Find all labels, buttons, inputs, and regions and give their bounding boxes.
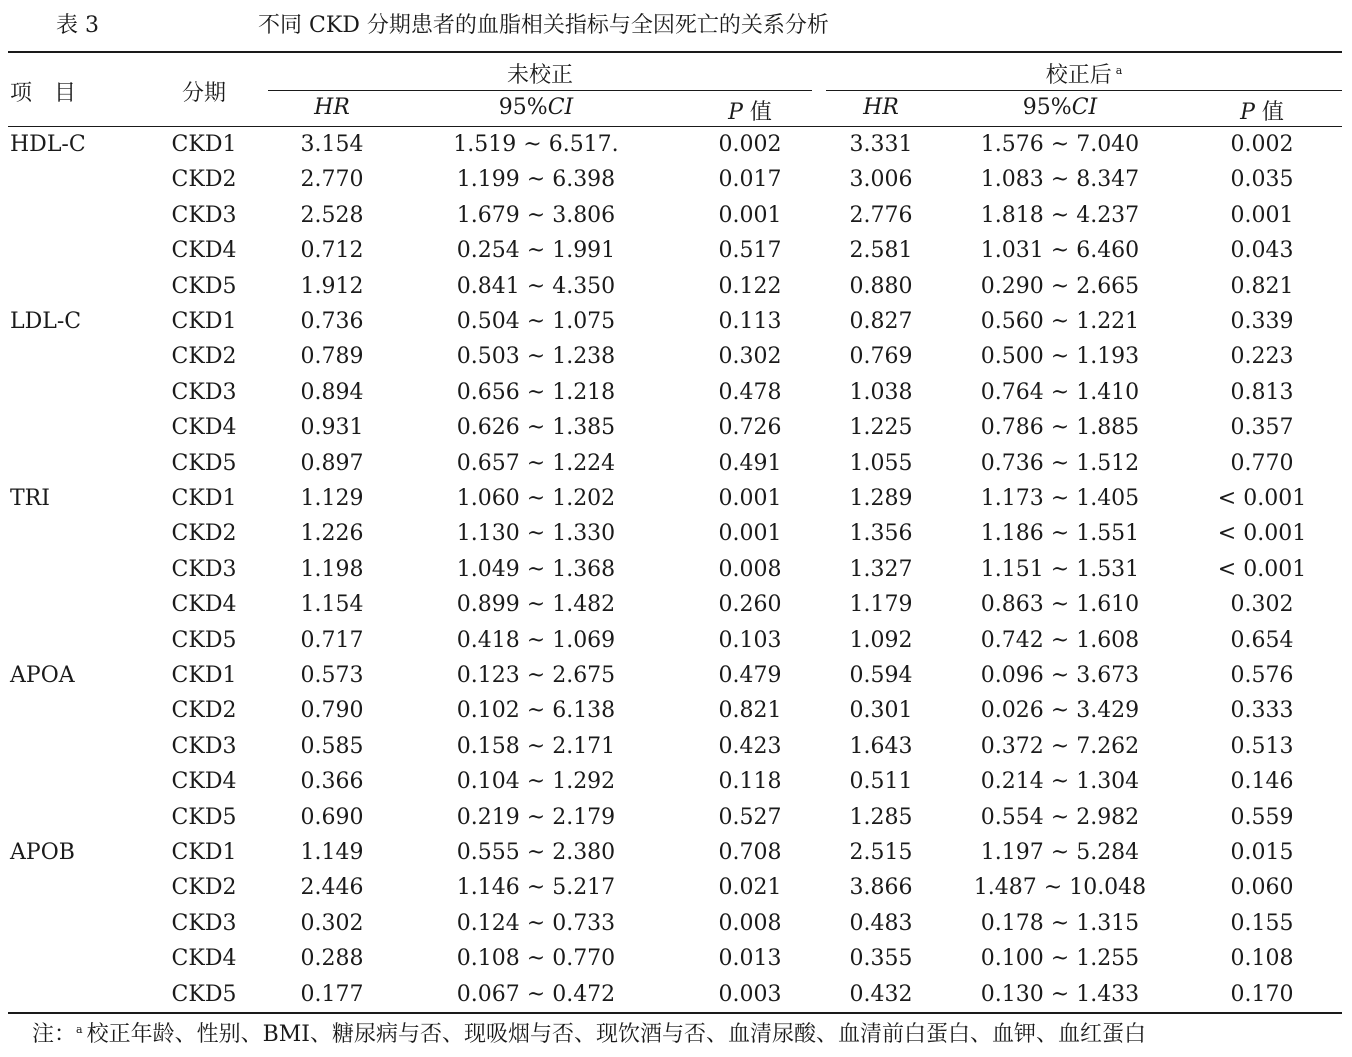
cell-p-adjusted: 0.821 [1230,273,1294,299]
cell-stage: CKD5 [171,627,237,653]
header-ci-prefix: 95% [1022,95,1072,120]
cell-ci-adjusted: 1.031 ~ 6.460 [980,238,1140,264]
cell-ci-unadjusted: 0.656 ~ 1.218 [456,379,616,405]
cell-ci-adjusted: 1.151 ~ 1.531 [980,556,1140,582]
header-ci-unadjusted [436,95,636,120]
cell-stage: CKD1 [171,840,237,865]
cell-ci-unadjusted: 0.504 ~ 1.075 [456,309,616,334]
cell-ci-unadjusted: 1.060 ~ 1.202 [456,486,616,511]
cell-p-unadjusted: 0.821 [718,698,782,724]
cell-stage: CKD1 [171,309,237,334]
cell-hr-adjusted: 0.827 [849,309,913,334]
cell-ci-adjusted: 0.372 ~ 7.262 [980,733,1140,759]
cell-hr-unadjusted: 1.198 [300,556,364,582]
cell-p-adjusted: 0.001 [1230,202,1294,228]
cell-p-unadjusted: 0.013 [718,946,782,972]
cell-ci-adjusted: 0.742 ~ 1.608 [980,627,1140,653]
cell-stage: CKD1 [171,486,237,511]
header-group-unadjusted: 未校正 [506,63,573,88]
cell-p-adjusted: 0.170 [1230,981,1294,1007]
cell-ci-unadjusted: 0.899 ~ 1.482 [456,592,616,618]
cell-p-adjusted: 0.146 [1230,769,1294,795]
cell-p-unadjusted: 0.113 [718,309,782,334]
cell-p-adjusted: 0.060 [1230,875,1294,901]
cell-p-adjusted: 0.339 [1230,309,1294,334]
cell-ci-unadjusted: 0.067 ~ 0.472 [456,981,616,1007]
cell-hr-adjusted: 1.038 [849,379,913,405]
cell-p-unadjusted: 0.517 [718,238,782,264]
cell-hr-adjusted: 2.776 [849,202,913,228]
cell-stage: CKD2 [171,167,237,193]
cell-item [10,587,150,622]
cell-ci-unadjusted: 0.108 ~ 0.770 [456,946,616,972]
cell-ci-adjusted: 0.214 ~ 1.304 [980,769,1140,795]
cell-stage: CKD2 [171,875,237,901]
cell-ci-adjusted: 1.197 ~ 5.284 [980,840,1140,865]
header-ci-prefix: 95% [498,95,548,120]
cell-hr-unadjusted: 0.288 [300,946,364,972]
cell-hr-adjusted: 1.225 [849,415,913,441]
cell-hr-adjusted: 0.301 [849,698,913,724]
cell-ci-unadjusted: 0.124 ~ 0.733 [456,910,616,936]
cell-ci-adjusted: 0.554 ~ 2.982 [980,804,1140,830]
cell-hr-unadjusted: 1.154 [300,592,364,618]
cell-hr-adjusted: 3.006 [849,167,913,193]
cell-stage: CKD3 [171,379,237,405]
cell-item [10,870,150,905]
cell-stage: CKD5 [171,450,237,476]
cell-p-adjusted: 0.002 [1230,132,1294,157]
cell-hr-unadjusted: 0.894 [300,379,364,405]
cell-stage: CKD3 [171,202,237,228]
cell-ci-unadjusted: 1.519 ~ 6.517. [453,132,619,157]
cell-p-unadjusted: 0.479 [718,663,782,688]
cell-item [10,446,150,481]
header-p-suffix: 值 [1254,100,1284,125]
cell-p-unadjusted: 0.103 [718,627,782,653]
cell-p-adjusted: 0.015 [1230,840,1294,865]
cell-stage: CKD1 [171,663,237,688]
cell-hr-adjusted: 2.515 [849,840,913,865]
cell-hr-unadjusted: 0.177 [300,981,364,1007]
cell-item [10,516,150,551]
cell-p-unadjusted: 0.001 [718,202,782,228]
header-group-adjusted-label: 校正后 [1045,63,1112,88]
cell-item [10,198,150,233]
cell-p-adjusted: 0.043 [1230,238,1294,264]
cell-ci-adjusted: 1.173 ~ 1.405 [980,486,1140,511]
cell-ci-unadjusted: 0.626 ~ 1.385 [456,415,616,441]
cell-p-unadjusted: 0.001 [718,521,782,547]
cell-ci-adjusted: 1.818 ~ 4.237 [980,202,1140,228]
cell-hr-unadjusted: 2.528 [300,202,364,228]
cell-p-unadjusted: 0.260 [718,592,782,618]
cell-ci-adjusted: 0.130 ~ 1.433 [980,981,1140,1007]
cell-p-unadjusted: 0.008 [718,910,782,936]
cell-hr-unadjusted: 0.366 [300,769,364,795]
cell-hr-adjusted: 0.432 [849,981,913,1007]
footnote-text: 校正年龄、性别、BMI、糖尿病与否、现吸烟与否、现饮酒与否、血清尿酸、血清前白蛋白、血钾、血红蛋白 [86,1022,1146,1047]
bottom-rule [8,1012,1342,1014]
cell-stage: CKD2 [171,698,237,724]
cell-stage: CKD1 [171,132,237,157]
header-ci-italic: CI [547,95,574,120]
cell-ci-adjusted: 0.786 ~ 1.885 [980,415,1140,441]
cell-ci-unadjusted: 1.199 ~ 6.398 [456,167,616,193]
cell-hr-unadjusted: 0.585 [300,733,364,759]
cell-item [10,977,150,1012]
cell-item: HDL-C [10,132,86,157]
cell-ci-unadjusted: 0.123 ~ 2.675 [456,663,616,688]
cell-p-adjusted: 0.654 [1230,627,1294,653]
cell-ci-unadjusted: 1.679 ~ 3.806 [456,202,616,228]
cell-p-unadjusted: 0.001 [718,486,782,511]
cell-hr-adjusted: 1.643 [849,733,913,759]
cell-hr-unadjusted: 0.931 [300,415,364,441]
cell-hr-adjusted: 0.483 [849,910,913,936]
cell-hr-adjusted: 1.356 [849,521,913,547]
header-p-unadjusted [700,95,800,126]
cell-stage: CKD4 [171,946,237,972]
footnote-mark: a [76,1022,83,1036]
cell-hr-adjusted: 1.092 [849,627,913,653]
cell-stage: CKD4 [171,769,237,795]
cell-item: APOB [10,840,75,865]
cell-ci-unadjusted: 0.503 ~ 1.238 [456,344,616,370]
cell-p-unadjusted: 0.122 [718,273,782,299]
cell-ci-adjusted: 1.487 ~ 10.048 [973,875,1147,901]
cell-hr-adjusted: 1.055 [849,450,913,476]
cell-stage: CKD2 [171,344,237,370]
cell-hr-unadjusted: 2.770 [300,167,364,193]
cell-item [10,410,150,445]
table-number: 表 3 [56,13,99,38]
cell-p-unadjusted: 0.017 [718,167,782,193]
cell-ci-adjusted: 1.083 ~ 8.347 [980,167,1140,193]
cell-p-unadjusted: 0.302 [718,344,782,370]
top-rule [8,51,1342,53]
header-p-suffix: 值 [742,100,772,125]
cell-item: LDL-C [10,309,82,334]
cell-hr-unadjusted: 0.573 [300,663,364,688]
cell-ci-adjusted: 0.500 ~ 1.193 [980,344,1140,370]
cell-stage: CKD4 [171,592,237,618]
cell-item [10,729,150,764]
cell-ci-adjusted: 0.736 ~ 1.512 [980,450,1140,476]
cell-p-adjusted: < 0.001 [1217,521,1307,547]
cell-stage: CKD3 [171,733,237,759]
footnote-prefix: 注： [32,1022,77,1047]
cell-item [10,552,150,587]
cell-hr-adjusted: 1.285 [849,804,913,830]
cell-ci-unadjusted: 1.146 ~ 5.217 [456,875,616,901]
cell-ci-unadjusted: 0.102 ~ 6.138 [456,698,616,724]
adjusted-footnote-mark: a [1115,63,1123,77]
header-stage: 分期 [181,81,226,106]
table-footnote [32,1017,1146,1048]
cell-hr-unadjusted: 0.897 [300,450,364,476]
cell-hr-adjusted: 0.355 [849,946,913,972]
cell-p-unadjusted: 0.726 [718,415,782,441]
cell-stage: CKD5 [171,273,237,299]
cell-hr-unadjusted: 0.717 [300,627,364,653]
cell-ci-adjusted: 0.178 ~ 1.315 [980,910,1140,936]
cell-hr-adjusted: 0.880 [849,273,913,299]
cell-p-adjusted: 0.035 [1230,167,1294,193]
cell-p-unadjusted: 0.491 [718,450,782,476]
cell-hr-unadjusted: 1.226 [300,521,364,547]
cell-hr-unadjusted: 0.302 [300,910,364,936]
cell-stage: CKD5 [171,981,237,1007]
cell-ci-unadjusted: 0.254 ~ 1.991 [456,238,616,264]
group-rule-unadjusted [268,90,812,91]
cell-ci-unadjusted: 0.219 ~ 2.179 [456,804,616,830]
cell-ci-unadjusted: 1.130 ~ 1.330 [456,521,616,547]
cell-item [10,800,150,835]
cell-stage: CKD3 [171,556,237,582]
cell-ci-adjusted: 1.576 ~ 7.040 [980,132,1140,157]
cell-stage: CKD5 [171,804,237,830]
cell-hr-adjusted: 1.327 [849,556,913,582]
header-hr-unadjusted: HR [314,95,350,120]
cell-ci-unadjusted: 0.555 ~ 2.380 [456,840,616,865]
header-hr-adjusted: HR [863,95,899,120]
cell-item [10,375,150,410]
cell-ci-unadjusted: 0.418 ~ 1.069 [456,627,616,653]
cell-p-unadjusted: 0.008 [718,556,782,582]
table-title: 不同 CKD 分期患者的血脂相关指标与全因死亡的关系分析 [258,13,829,38]
cell-ci-adjusted: 0.290 ~ 2.665 [980,273,1140,299]
group-rule-adjusted [826,90,1342,91]
cell-stage: CKD2 [171,521,237,547]
cell-p-adjusted: 0.302 [1230,592,1294,618]
cell-hr-unadjusted: 3.154 [300,132,364,157]
cell-stage: CKD4 [171,238,237,264]
cell-hr-unadjusted: 0.790 [300,698,364,724]
table-caption [0,8,1352,40]
header-item: 项 目 [10,81,77,106]
cell-p-adjusted: 0.513 [1230,733,1294,759]
cell-stage: CKD4 [171,415,237,441]
cell-p-unadjusted: 0.003 [718,981,782,1007]
cell-hr-adjusted: 1.289 [849,486,913,511]
cell-p-adjusted: 0.223 [1230,344,1294,370]
header-group-adjusted [826,58,1342,89]
cell-hr-adjusted: 1.179 [849,592,913,618]
cell-p-unadjusted: 0.527 [718,804,782,830]
cell-ci-unadjusted: 0.158 ~ 2.171 [456,733,616,759]
cell-item [10,162,150,197]
cell-p-adjusted: 0.576 [1230,663,1294,688]
cell-ci-adjusted: 0.096 ~ 3.673 [980,663,1140,688]
cell-p-unadjusted: 0.478 [718,379,782,405]
cell-ci-adjusted: 0.026 ~ 3.429 [980,698,1140,724]
cell-hr-adjusted: 2.581 [849,238,913,264]
cell-item [10,339,150,374]
cell-hr-unadjusted: 1.129 [300,486,364,511]
cell-hr-adjusted: 0.594 [849,663,913,688]
cell-p-unadjusted: 0.021 [718,875,782,901]
cell-p-adjusted: 0.357 [1230,415,1294,441]
cell-stage: CKD3 [171,910,237,936]
cell-hr-unadjusted: 1.149 [300,840,364,865]
header-ci-adjusted [960,95,1160,120]
cell-item [10,693,150,728]
cell-p-adjusted: < 0.001 [1217,486,1307,511]
cell-p-adjusted: < 0.001 [1217,556,1307,582]
header-p-letter: P [1240,100,1255,125]
cell-item [10,623,150,658]
cell-p-unadjusted: 0.708 [718,840,782,865]
cell-hr-adjusted: 0.511 [849,769,913,795]
cell-hr-unadjusted: 0.736 [300,309,364,334]
cell-p-adjusted: 0.108 [1230,946,1294,972]
cell-hr-unadjusted: 1.912 [300,273,364,299]
cell-p-adjusted: 0.559 [1230,804,1294,830]
cell-ci-adjusted: 0.764 ~ 1.410 [980,379,1140,405]
cell-ci-unadjusted: 0.104 ~ 1.292 [456,769,616,795]
header-p-letter: P [728,100,743,125]
cell-hr-unadjusted: 2.446 [300,875,364,901]
cell-ci-adjusted: 1.186 ~ 1.551 [980,521,1140,547]
cell-item [10,764,150,799]
cell-hr-adjusted: 0.769 [849,344,913,370]
cell-item [10,233,150,268]
cell-item [10,941,150,976]
cell-item [10,269,150,304]
cell-hr-unadjusted: 0.690 [300,804,364,830]
cell-item [10,906,150,941]
cell-ci-unadjusted: 0.841 ~ 4.350 [456,273,616,299]
cell-p-adjusted: 0.770 [1230,450,1294,476]
cell-hr-adjusted: 3.331 [849,132,913,157]
cell-p-adjusted: 0.333 [1230,698,1294,724]
cell-item: APOA [10,663,75,688]
header-ci-italic: CI [1071,95,1098,120]
cell-ci-unadjusted: 1.049 ~ 1.368 [456,556,616,582]
cell-ci-adjusted: 0.560 ~ 1.221 [980,309,1140,334]
cell-p-unadjusted: 0.118 [718,769,782,795]
cell-hr-unadjusted: 0.789 [300,344,364,370]
cell-p-adjusted: 0.155 [1230,910,1294,936]
cell-hr-adjusted: 3.866 [849,875,913,901]
cell-item: TRI [10,486,50,511]
header-p-adjusted [1212,95,1312,126]
cell-ci-unadjusted: 0.657 ~ 1.224 [456,450,616,476]
cell-p-unadjusted: 0.423 [718,733,782,759]
cell-p-adjusted: 0.813 [1230,379,1294,405]
cell-ci-adjusted: 0.863 ~ 1.610 [980,592,1140,618]
cell-hr-unadjusted: 0.712 [300,238,364,264]
cell-ci-adjusted: 0.100 ~ 1.255 [980,946,1140,972]
cell-p-unadjusted: 0.002 [718,132,782,157]
